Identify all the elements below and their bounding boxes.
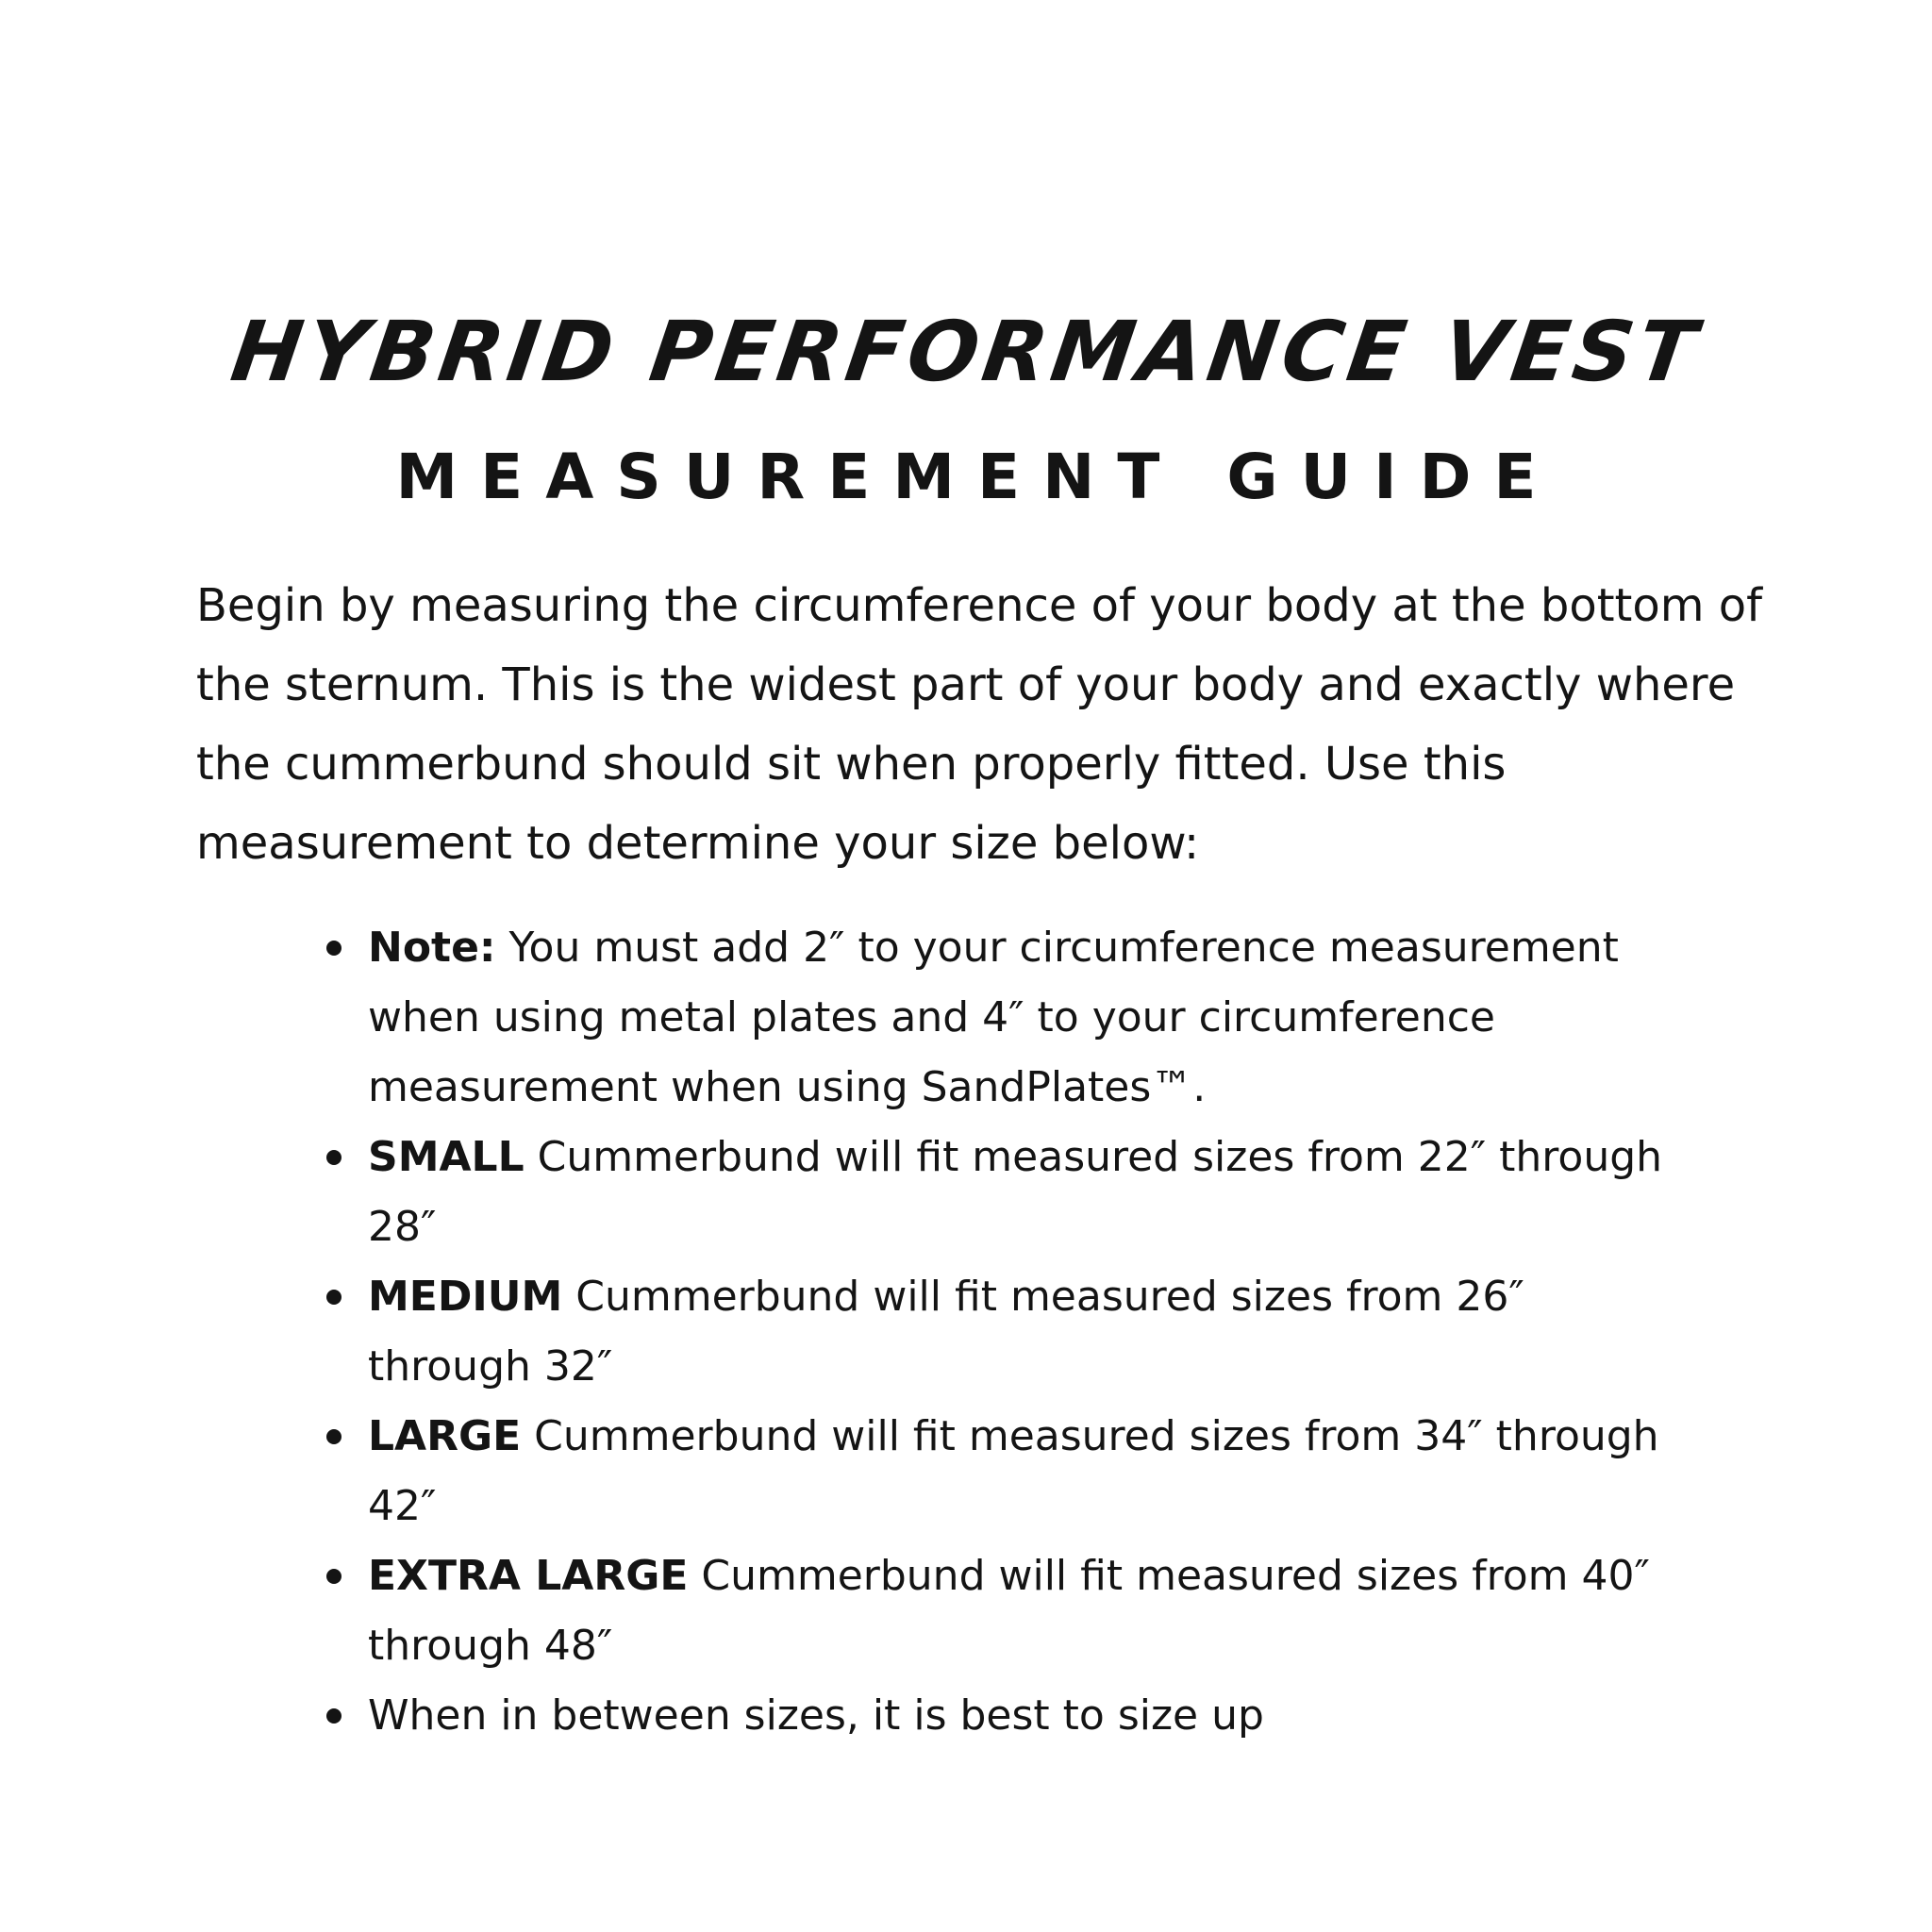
bullet-icon — [326, 1290, 341, 1305]
bullet-text: Cummerbund will fit measured sizes from 26″ through 32″ — [368, 1273, 1524, 1391]
bullet-lead: EXTRA LARGE — [368, 1552, 689, 1600]
intro-paragraph: Begin by measuring the circumference of your body at the bottom of the sternum. This is the widest part of your body and exactly where the cummerbund should sit when properly fitted. Use this measurement to determine your size below: — [196, 579, 1763, 870]
bullet-text: When in between sizes, it is best to size up — [368, 1691, 1264, 1740]
size-bullet-list — [311, 913, 1689, 1751]
product-title: HYBRID PERFORMANCE VEST — [225, 303, 1707, 400]
bullet-icon — [326, 1429, 341, 1444]
list-item-small — [311, 1123, 1689, 1262]
list-item-size-advice — [311, 1681, 1689, 1751]
bullet-text: Cummerbund will fit measured sizes from 22″ through 28″ — [368, 1133, 1663, 1251]
bullet-icon — [326, 1708, 341, 1724]
bullet-text: Cummerbund will fit measured sizes from 40″ through 48″ — [368, 1552, 1650, 1670]
list-item-medium — [311, 1262, 1689, 1402]
guide-subtitle: MEASUREMENT GUIDE — [395, 441, 1559, 513]
bullet-lead: SMALL — [368, 1133, 525, 1181]
bullet-text: You must add 2″ to your circumference measurement when using metal plates and 4″ to your circumference measurement when using SandPlates™. — [368, 924, 1619, 1111]
bullet-icon — [326, 1569, 341, 1584]
list-item-extra-large — [311, 1541, 1689, 1681]
bullet-lead: Note: — [368, 924, 496, 972]
list-item-large — [311, 1402, 1689, 1541]
bullet-icon — [326, 1150, 341, 1165]
bullet-icon — [326, 941, 341, 956]
bullet-text: Cummerbund will fit measured sizes from 34″ through 42″ — [368, 1412, 1659, 1530]
bullet-lead: LARGE — [368, 1412, 522, 1460]
list-item-note — [311, 913, 1689, 1123]
bullet-lead: MEDIUM — [368, 1273, 563, 1321]
